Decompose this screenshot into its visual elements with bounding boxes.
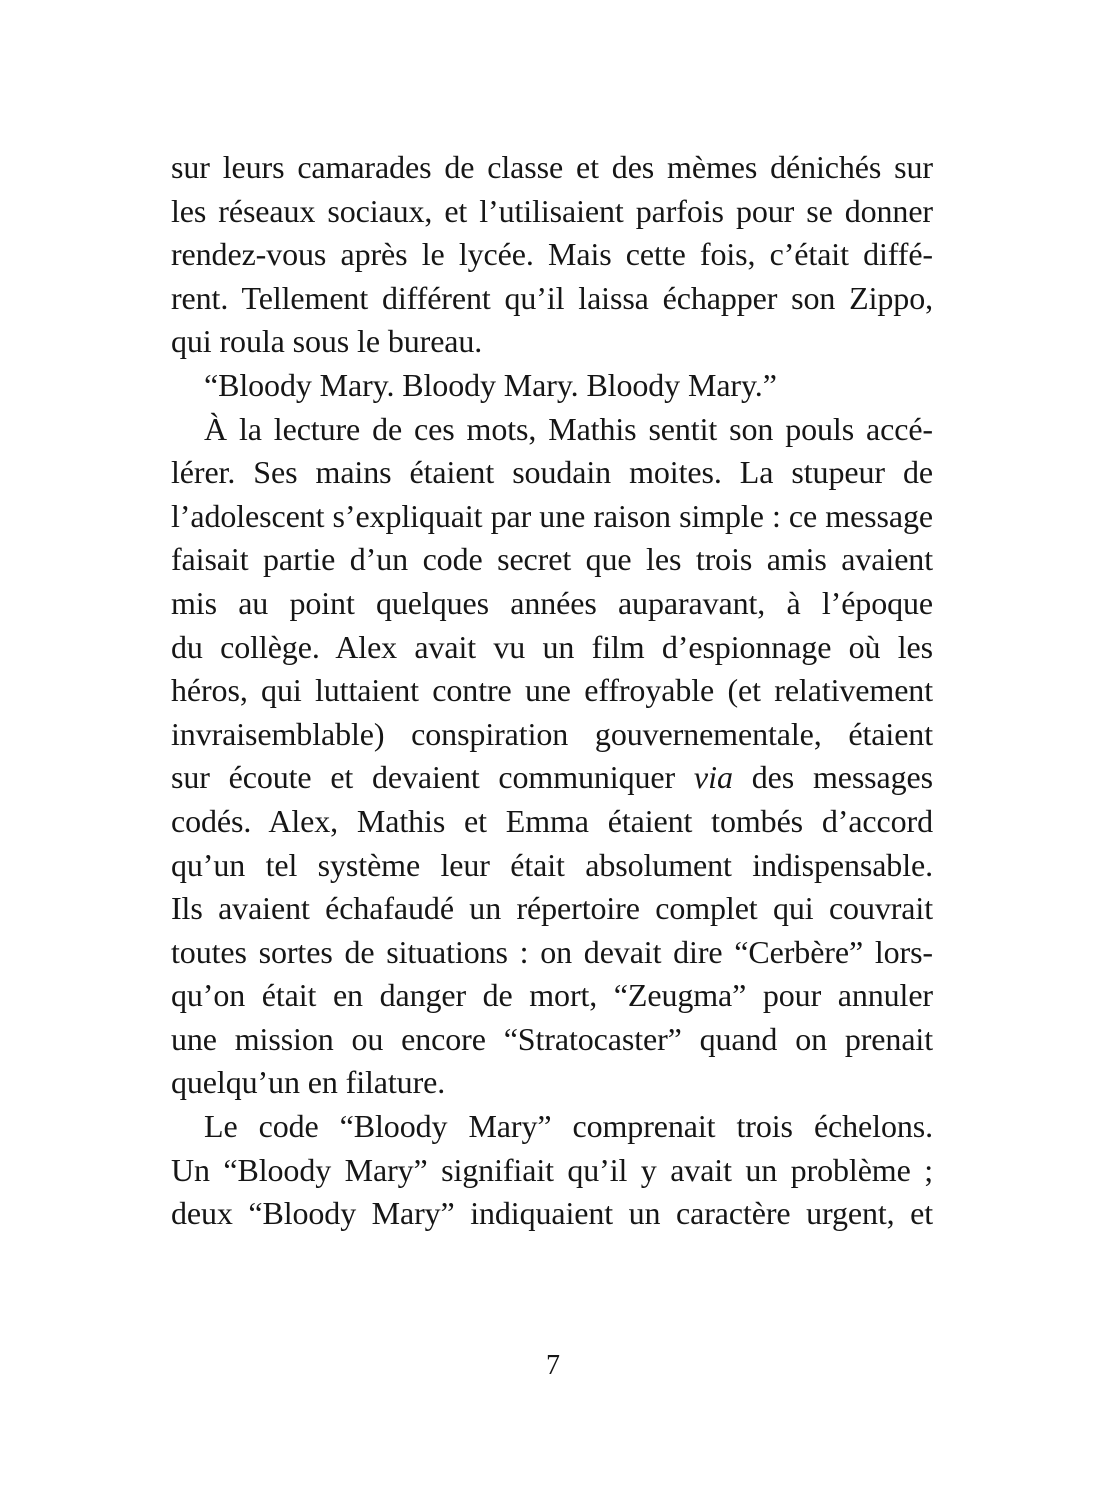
- paragraph: [171, 1105, 933, 1236]
- text-line: codés. Alex, Mathis et Emma étaient tombés d’accord: [171, 802, 933, 839]
- text-line: les réseaux sociaux, et l’utilisaient parfois pour se donner: [171, 192, 933, 229]
- text-line: Un “Bloody Mary” signifiait qu’il y avait un problème ;: [171, 1151, 933, 1188]
- text-line: deux “Bloody Mary” indiquaient un caractère urgent, et: [171, 1195, 933, 1232]
- text-line: invraisemblable) conspiration gouvernementale, étaient: [171, 715, 933, 752]
- text-line: Le code “Bloody Mary” comprenait trois échelons.: [204, 1108, 933, 1145]
- text-line: mis au point quelques années auparavant, à l’époque: [171, 584, 933, 621]
- text-line: rendez-vous après le lycée. Mais cette fois, c’était diffé-: [171, 236, 933, 273]
- text-line: une mission ou encore “Stratocaster” quand on prenait: [171, 1020, 933, 1057]
- text-line: À la lecture de ces mots, Mathis sentit son pouls accé-: [204, 410, 933, 447]
- text-line: qu’un tel système leur était absolument indispensable.: [171, 846, 933, 883]
- paragraph: [171, 146, 933, 364]
- italic-text: via: [693, 759, 733, 796]
- paragraph: [171, 408, 933, 1106]
- text-line: sur écoute et devaient communiquer via des messages: [171, 759, 933, 796]
- page-number: 7: [546, 1350, 560, 1381]
- text-line: quelqu’un en filature.: [171, 1064, 446, 1101]
- text-line: rent. Tellement différent qu’il laissa échapper son Zippo,: [171, 279, 933, 316]
- text-line: lérer. Ses mains étaient soudain moites. La stupeur de: [171, 454, 933, 491]
- paragraph: [171, 364, 933, 408]
- text-line: qui roula sous le bureau.: [171, 323, 483, 360]
- text-line: toutes sortes de situations : on devait dire “Cerbère” lors-: [171, 933, 933, 970]
- text-line: sur leurs camarades de classe et des mèmes dénichés sur: [171, 149, 933, 185]
- text-line: héros, qui luttaient contre une effroyable (et relativement: [171, 672, 933, 709]
- text-line: qu’on était en danger de mort, “Zeugma” pour annuler: [171, 977, 933, 1014]
- text-line: du collège. Alex avait vu un film d’espionnage où les: [171, 628, 933, 665]
- text-line: l’adolescent s’expliquait par une raison simple : ce message: [171, 497, 933, 534]
- page-text: [171, 146, 933, 1236]
- text-line: faisait partie d’un code secret que les trois amis avaient: [171, 541, 933, 578]
- text-line: “Bloody Mary. Bloody Mary. Bloody Mary.”: [204, 366, 777, 403]
- text-line: Ils avaient échafaudé un répertoire complet qui couvrait: [171, 890, 933, 927]
